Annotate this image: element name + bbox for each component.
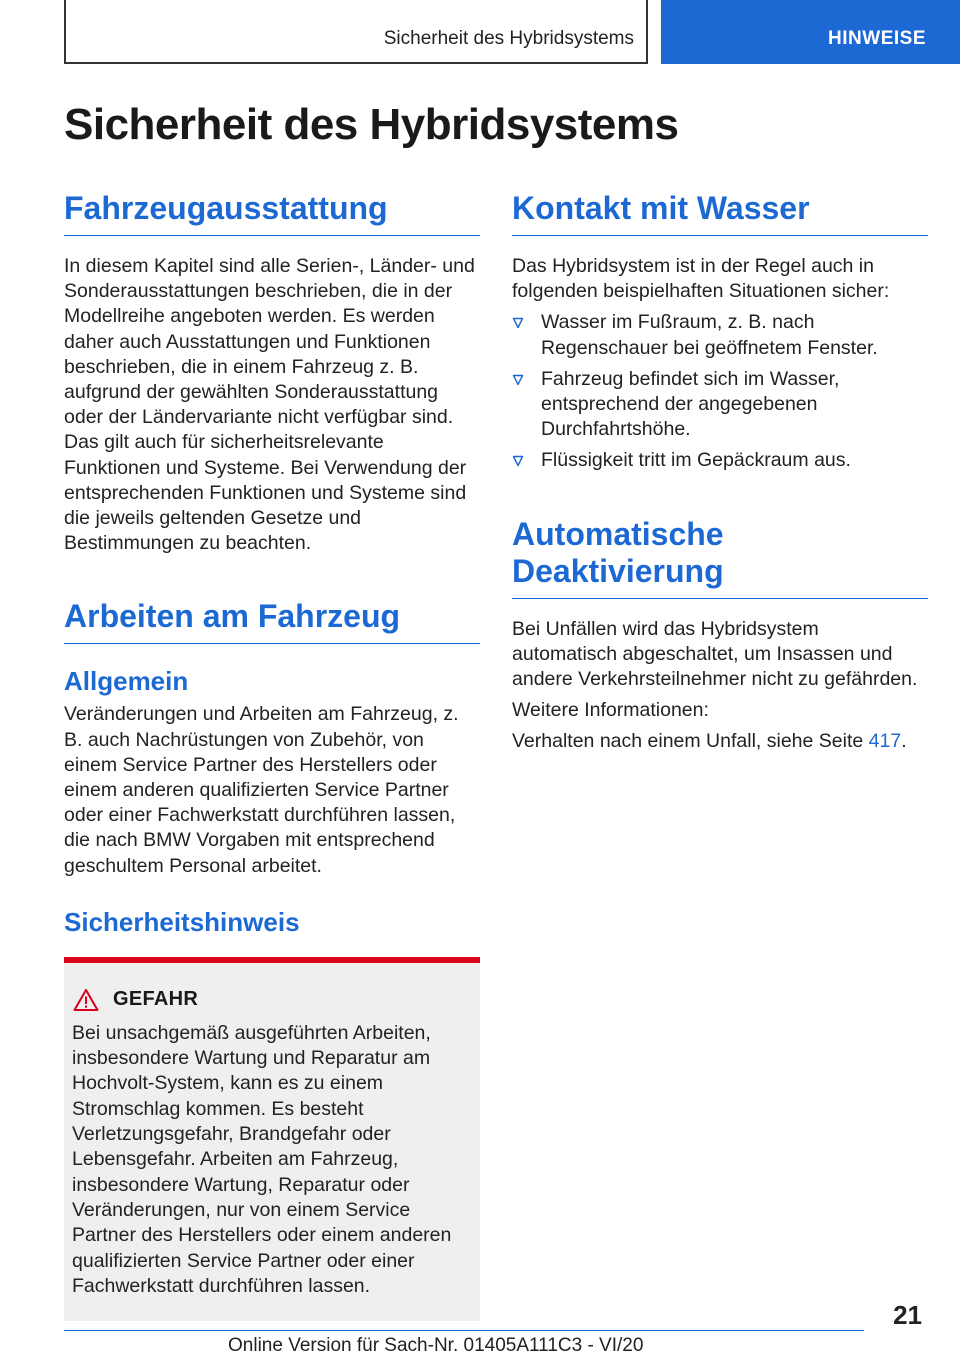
- list-item: [512, 448, 928, 473]
- list-item-text: Fahrzeug befindet sich im Wasser, entsprechend der angegebenen Durchfahrtshöhe.: [541, 367, 840, 441]
- paragraph-deaktivierung: Bei Unfällen wird das Hybridsystem automatisch abgeschaltet, um Insassen und andere Verkehrsteilnehmer nicht zu gefährden.: [512, 617, 918, 691]
- paragraph-allgemein: Veränderungen und Arbeiten am Fahrzeug, z. B. auch Nachrüstungen von Zubehör, von einem Service Partner des Herstellers oder einem anderen qualifizierten Service Partner oder einer Fachwerkstatt durchführen lassen, die nach BMW Vorgaben mit entsprechend geschultem Personal arbeitet.: [64, 703, 459, 877]
- left-column: [64, 190, 480, 1321]
- heading-kontakt-mit-wasser: Kontakt mit Wasser: [512, 190, 928, 236]
- paragraph-fahrzeugausstattung: In diesem Kapitel sind alle Serien-, Länder- und Sonderausstattungen beschrieben, die in der Modellreihe angeboten werden. Es werden daher auch Ausstattungen und Funktionen beschrieben, die in einem Fahrzeug z. B. aufgrund der gewählten Sonderausstattung oder der Ländervariante nicht verfügbar sind. Das gilt auch für sicherheitsrelevante Funktionen und Systeme. Bei Verwendung der entsprechenden Funktionen und Systeme sind die jeweils geltenden Gesetze und Bestimmungen zu beachten.: [64, 255, 475, 555]
- reference-end: .: [901, 730, 907, 753]
- right-column: [512, 190, 928, 755]
- heading-automatische-deaktivierung: Automatische Deaktivierung: [512, 516, 928, 599]
- list-item-text: Flüssigkeit tritt im Gepäckraum aus.: [541, 449, 851, 472]
- bullet-triangle-icon: [512, 317, 524, 329]
- subheading-sicherheitshinweis: Sicherheitshinweis: [64, 906, 300, 937]
- bullet-triangle-icon: [512, 455, 524, 467]
- warning-triangle-icon: [73, 988, 99, 1012]
- list-item-text: Wasser im Fußraum, z. B. nach Regenschauer bei geöffnetem Fenster.: [541, 311, 878, 359]
- list-item: [512, 310, 928, 360]
- page-number: 21: [893, 1300, 922, 1330]
- header-section-box: [64, 0, 648, 64]
- paragraph-weitere-informationen: Weitere Informationen:: [512, 699, 709, 722]
- danger-label: GEFAHR: [113, 988, 199, 1011]
- danger-notice-box: [64, 957, 480, 1321]
- header-tab-hinweise[interactable]: [661, 0, 960, 64]
- list-item: [512, 367, 928, 443]
- paragraph-kontakt-intro: Das Hybridsystem ist in der Regel auch in folgenden beispielhaften Situationen sicher:: [512, 255, 890, 303]
- reference-text: Verhalten nach einem Unfall, siehe Seite: [512, 730, 869, 753]
- footer-divider: [64, 1330, 864, 1331]
- danger-text: Bei unsachgemäß ausgeführten Arbeiten, insbesondere Wartung und Reparatur am Hochvolt-System, kann es zu einem Stromschlag kommen. Es besteht Verletzungsgefahr, Brandgefahr oder Lebensgefahr. Arbeiten am Fahrzeug, insbesondere Wartung, Reparatur oder Veränderungen, nur von einem Service Partner des Herstellers oder einem anderen qualifizierten Service Partner oder einer Fachwerkstatt durchführen lassen.: [72, 1021, 452, 1297]
- heading-fahrzeugausstattung: Fahrzeugausstattung: [64, 190, 480, 236]
- footer-version-text: Online Version für Sach-Nr. 01405A111C3 - VI/20: [228, 1335, 644, 1356]
- page-title: Sicherheit des Hybridsystems: [64, 100, 679, 149]
- header-tab-label: HINWEISE: [828, 28, 926, 49]
- water-situations-list: [512, 310, 928, 473]
- bullet-triangle-icon: [512, 374, 524, 386]
- header-section-title: Sicherheit des Hybridsystems: [383, 28, 634, 49]
- page-reference-link[interactable]: 417: [868, 730, 902, 753]
- paragraph-page-reference: [512, 729, 928, 754]
- danger-notice-header: [72, 987, 474, 1013]
- subheading-allgemein: Allgemein: [64, 666, 189, 697]
- heading-arbeiten-am-fahrzeug: Arbeiten am Fahrzeug: [64, 598, 480, 644]
